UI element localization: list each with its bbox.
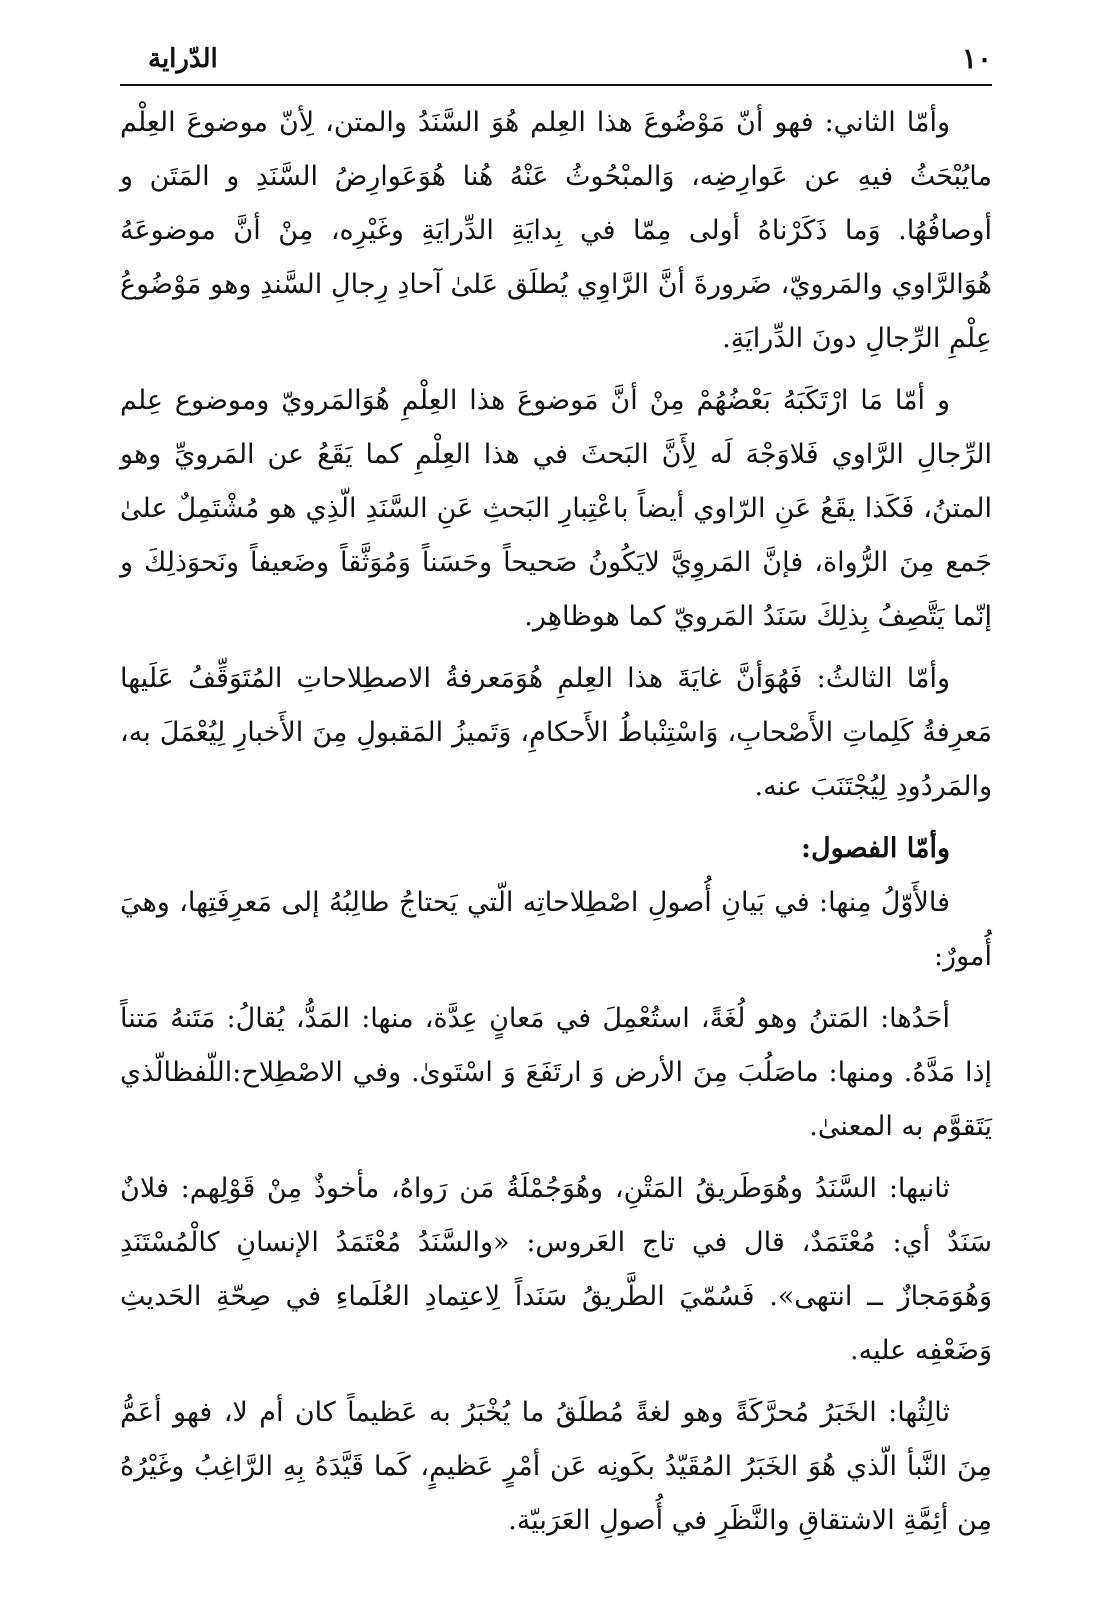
paragraph-khabar-definition: ثالِثُها: الخَبَرُ مُحرَّكَةً وهو لغةً مُطلَقُ ما يُخْبَرُ به عَظيماً كان أم لا، فهو أعَمُّ مِنَ النَّبأ الّذي هُوَ الخَبَرُ المُقَيّدُ بكَونِه عَن أمْرٍ عَظيمٍ، كَما قَيَّدَهُ بِهِ الرَّاغِبُ وغَيْرُهُ مِن أئِمَّةِ الاشتقاقِ والنَّظَرِ في أُصولِ العَرَبيّة. [120,1397,993,1536]
running-head: الدّراية [148,44,218,74]
paragraph-sanad-definition: ثانيها: السَّنَدُ وهُوَطَريقُ المَتْنِ، وهُوَجُمْلَةُ مَن رَواهُ، مأخوذٌ مِنْ قَوْلِهم: فلانٌ سَنَدٌ أي: مُعْتَمَدٌ، قال في تاج العَروس: «والسَّنَدُ مُعْتَمَدُ الإنسانِ كالْمُسْتَنَدِ وَهُوَمَجازٌ ــ انتهى». فَسُمّيَ الطَّريقُ سَنَداً لِاعتِمادِ العُلَماءِ في صِحّةِ الحَديثِ وَضَعْفِه عليه. [120,1173,992,1366]
section-heading-chapters: وأمّا الفصول: [801,833,950,864]
paragraph-objection: و أمّا مَا ارْتَكَبَهُ بَعْضُهُمْ مِنْ أنَّ مَوضوعَ هذا العِلْمِ هُوَالمَرويّ وموضوع عِلم الرِّجالِ الرَّاوي فَلاوَجْهَ لَه لِأَنَّ البَحثَ في هذا العِلْمِ كما يَقَعُ عن المَرويِّ وهو المتنُ، فَكَذا يقَعُ عَنِ الرّاوي أيضاً باعْتِبارِ البَحثِ عَنِ السَّنَدِ الّذِي هو مُشْتَمِلٌ علىٰ جَمع مِنَ الرُّواة، فإنَّ المَروِيَّ لايَكُونُ صَحيحاً وحَسَناً وَمُوَثَّقاً وضَعيفاً ونَحوَذلِكَ و إنّما يَتَّصِفُ بِذلِكَ سَنَدُ المَرويّ كما هوظاهِر. [120,385,992,632]
paragraph-first-chapter: فالأَوّلُ مِنها: في بَيانِ أُصولِ اصْطِلاحاتِه الّتي يَحتاجُ طالِبُهُ إلى مَعرِفَتِها، وهيَ أُمورٌ: [120,887,992,972]
page-body [120,96,993,1536]
paragraph-third-purpose: وأمّا الثالثُ: فَهُوَأنَّ غايَةَ هذا العِلمِ هُوَمَعرفةُ الاصطِلاحاتِ المُتَوَقِّفُ عَلَيها مَعرِفةُ كَلِماتِ الأَصْحابِ، وَاسْتِنْباطُ الأَحكامِ، وَتَميزُ المَقبولِ مِنَ الأَخبارِ لِيُعْمَلَ به، والمَردُودِ لِيُجْتَنَبَ عنه. [120,663,992,802]
page-header [120,40,992,86]
paragraph-matn-definition: أحَدُها: المَتنُ وهو لُغَةً، استُعْمِلَ في مَعانٍ عِدَّة، منها: المَدُّ، يُقالُ: مَتَنهُ مَتناً إذا مَدَّهُ. ومنها: ماصَلُبَ مِنَ الأرض وَ ارتَفَعَ وَ اسْتَوىٰ. وفي الاصْطِلاح:اللّفظالّذي يَتَقوَّم به المعنىٰ. [120,1003,992,1142]
page-number: ١٠ [961,42,992,75]
paragraph-second-subject: وأمّا الثاني: فهو أنّ مَوْضُوعَ هذا العِلم هُوَ السَّنَدُ والمتن، لِأنّ موضوعَ العِلْم مايُبْحَثُ فيهِ عن عَوارِضِه، وَالمبْحُوثُ عَنْهُ هُنا هُوَعَوارِضُ السَّنَدِ و المَتَن و أوصافُهُا. وَما ذَكَرْناهُ أولى مِمّا في بِدايَةِ الدِّرايَةِ وغَيْرِه، مِنْ أنَّ موضوعَهُ هُوَالرَّاوي والمَرويّ، ضَرورةَ أنَّ الرَّاوِي يُطلَق عَلىٰ آحادِ رِجالِ السَّندِ وهو مَوْضُوعُ عِلْمِ الرِّجالِ دونَ الدِّرايَةِ. [120,107,992,354]
